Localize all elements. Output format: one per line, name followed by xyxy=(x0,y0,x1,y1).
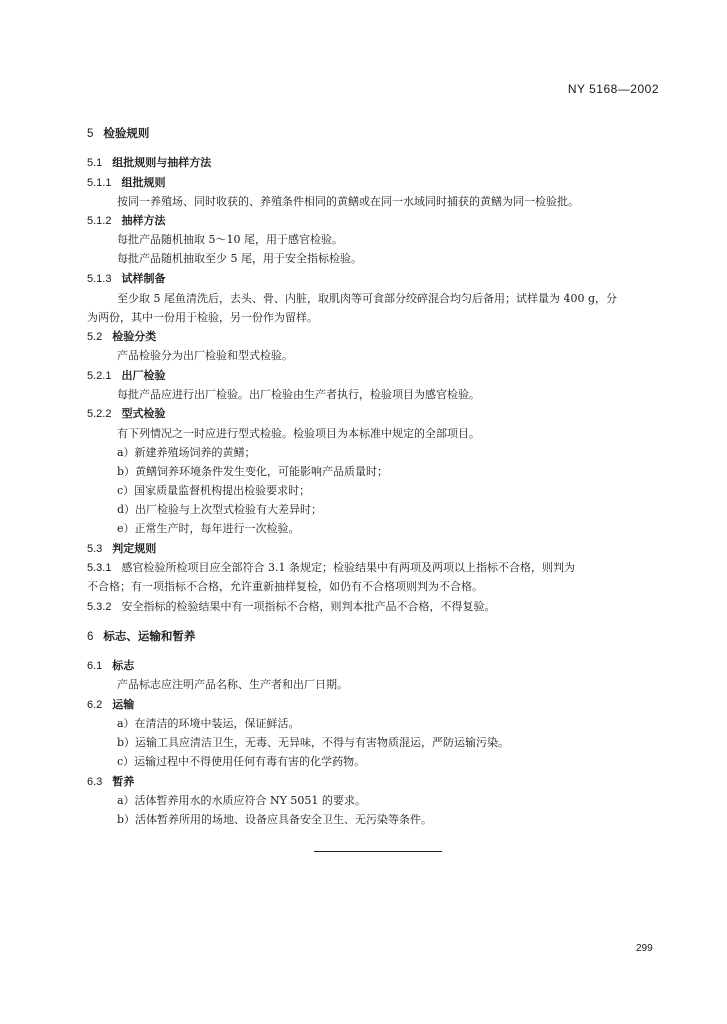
paragraph: 每批产品应进行出厂检验。出厂检验由生产者执行，检验项目为感官检验。 xyxy=(117,388,480,401)
paragraph: 每批产品随机抽取至少 5 尾，用于安全指标检验。 xyxy=(117,252,362,265)
section-number: 5 xyxy=(87,128,94,140)
section-5-2-heading xyxy=(87,328,156,344)
section-number: 5.2 xyxy=(87,331,103,343)
section-number: 6.3 xyxy=(87,776,103,788)
section-title: 组批规则与抽样方法 xyxy=(112,156,212,169)
section-number: 5.2.2 xyxy=(87,408,112,420)
section-6-heading xyxy=(87,628,195,644)
section-5-heading xyxy=(87,125,149,141)
section-number: 6.2 xyxy=(87,699,103,711)
clause-number: 5.3.1 xyxy=(87,562,112,574)
list-item: b）活体暂养所用的场地、设备应具备安全卫生、无污染等条件。 xyxy=(117,813,433,826)
paragraph: 有下列情况之一时应进行型式检验。检验项目为本标准中规定的全部项目。 xyxy=(117,427,480,440)
section-number: 5.1.2 xyxy=(87,215,112,227)
section-5-1-2-heading xyxy=(87,212,165,228)
section-number: 6 xyxy=(87,631,94,643)
section-title: 标志、运输和暂养 xyxy=(103,629,196,643)
clause-text: 安全指标的检验结果中有一项指标不合格，则判本批产品不合格，不得复验。 xyxy=(121,600,496,613)
section-title: 出厂检验 xyxy=(121,369,166,382)
paragraph-continuation: 为两份，其中一份用于检验，另一份作为留样。 xyxy=(87,311,318,324)
list-item: b）运输工具应清洁卫生，无毒、无异味，不得与有害物质混运，严防运输污染。 xyxy=(117,736,510,749)
section-number: 6.1 xyxy=(87,660,103,672)
clause-number: 5.3.2 xyxy=(87,601,112,613)
list-item: e）正常生产时，每年进行一次检验。 xyxy=(117,522,300,535)
section-title: 抽样方法 xyxy=(121,214,166,227)
end-rule xyxy=(314,851,442,852)
section-number: 5.1 xyxy=(87,157,103,169)
list-item: d）出厂检验与上次型式检验有大差异时； xyxy=(117,503,323,516)
section-5-2-1-heading xyxy=(87,367,165,383)
section-title: 暂养 xyxy=(112,775,135,788)
paragraph: 产品标志应注明产品名称、生产者和出厂日期。 xyxy=(117,678,348,691)
clause-continuation: 不合格；有一项指标不合格，允许重新抽样复检，如仍有不合格项则判为不合格。 xyxy=(87,580,483,593)
list-item: c）国家质量监督机构提出检验要求时； xyxy=(117,484,311,497)
section-title: 组批规则 xyxy=(121,176,166,189)
section-6-2-heading xyxy=(87,696,134,712)
paragraph: 按同一养殖场、同时收获的、养殖条件相同的黄鳝或在同一水域同时捕获的黄鳝为同一检验批。 xyxy=(117,195,579,208)
paragraph: 至少取 5 尾鱼清洗后，去头、骨、内脏，取肌肉等可食部分绞碎混合均匀后备用；试样量为 400 g，分 xyxy=(117,292,618,305)
section-5-2-2-heading xyxy=(87,405,165,421)
section-5-1-3-heading xyxy=(87,270,165,286)
section-title: 运输 xyxy=(112,698,135,711)
clause-5-3-1 xyxy=(87,559,575,575)
standard-number: NY 5168—2002 xyxy=(567,82,659,96)
section-title: 试样制备 xyxy=(121,272,166,285)
section-number: 5.3 xyxy=(87,543,103,555)
section-title: 判定规则 xyxy=(112,542,157,555)
section-title: 标志 xyxy=(112,659,135,672)
section-title: 检验分类 xyxy=(112,330,157,343)
section-6-1-heading xyxy=(87,657,134,673)
section-5-1-heading xyxy=(87,154,211,170)
list-item: a）新建养殖场饲养的黄鳝； xyxy=(117,446,256,459)
section-number: 5.1.3 xyxy=(87,273,112,285)
section-5-3-heading xyxy=(87,540,156,556)
list-item: a）活体暂养用水的水质应符合 NY 5051 的要求。 xyxy=(117,794,366,807)
list-item: a）在清洁的环境中装运，保证鲜活。 xyxy=(117,717,300,730)
list-item: c）运输过程中不得使用任何有毒有害的化学药物。 xyxy=(117,755,366,768)
section-number: 5.2.1 xyxy=(87,370,112,382)
paragraph: 每批产品随机抽取 5～10 尾，用于感官检验。 xyxy=(117,233,343,246)
section-5-1-1-heading xyxy=(87,174,165,190)
paragraph: 产品检验分为出厂检验和型式检验。 xyxy=(117,349,293,362)
clause-5-3-2 xyxy=(87,598,495,614)
section-6-3-heading xyxy=(87,773,134,789)
list-item: b）黄鳝饲养环境条件发生变化，可能影响产品质量时； xyxy=(117,465,389,478)
section-title: 型式检验 xyxy=(121,407,166,420)
section-number: 5.1.1 xyxy=(87,177,112,189)
page-number: 299 xyxy=(636,943,653,954)
clause-text: 感官检验所检项目应全部符合 3.1 条规定；检验结果中有两项及两项以上指标不合格，则判为 xyxy=(121,561,575,574)
section-title: 检验规则 xyxy=(103,126,150,140)
